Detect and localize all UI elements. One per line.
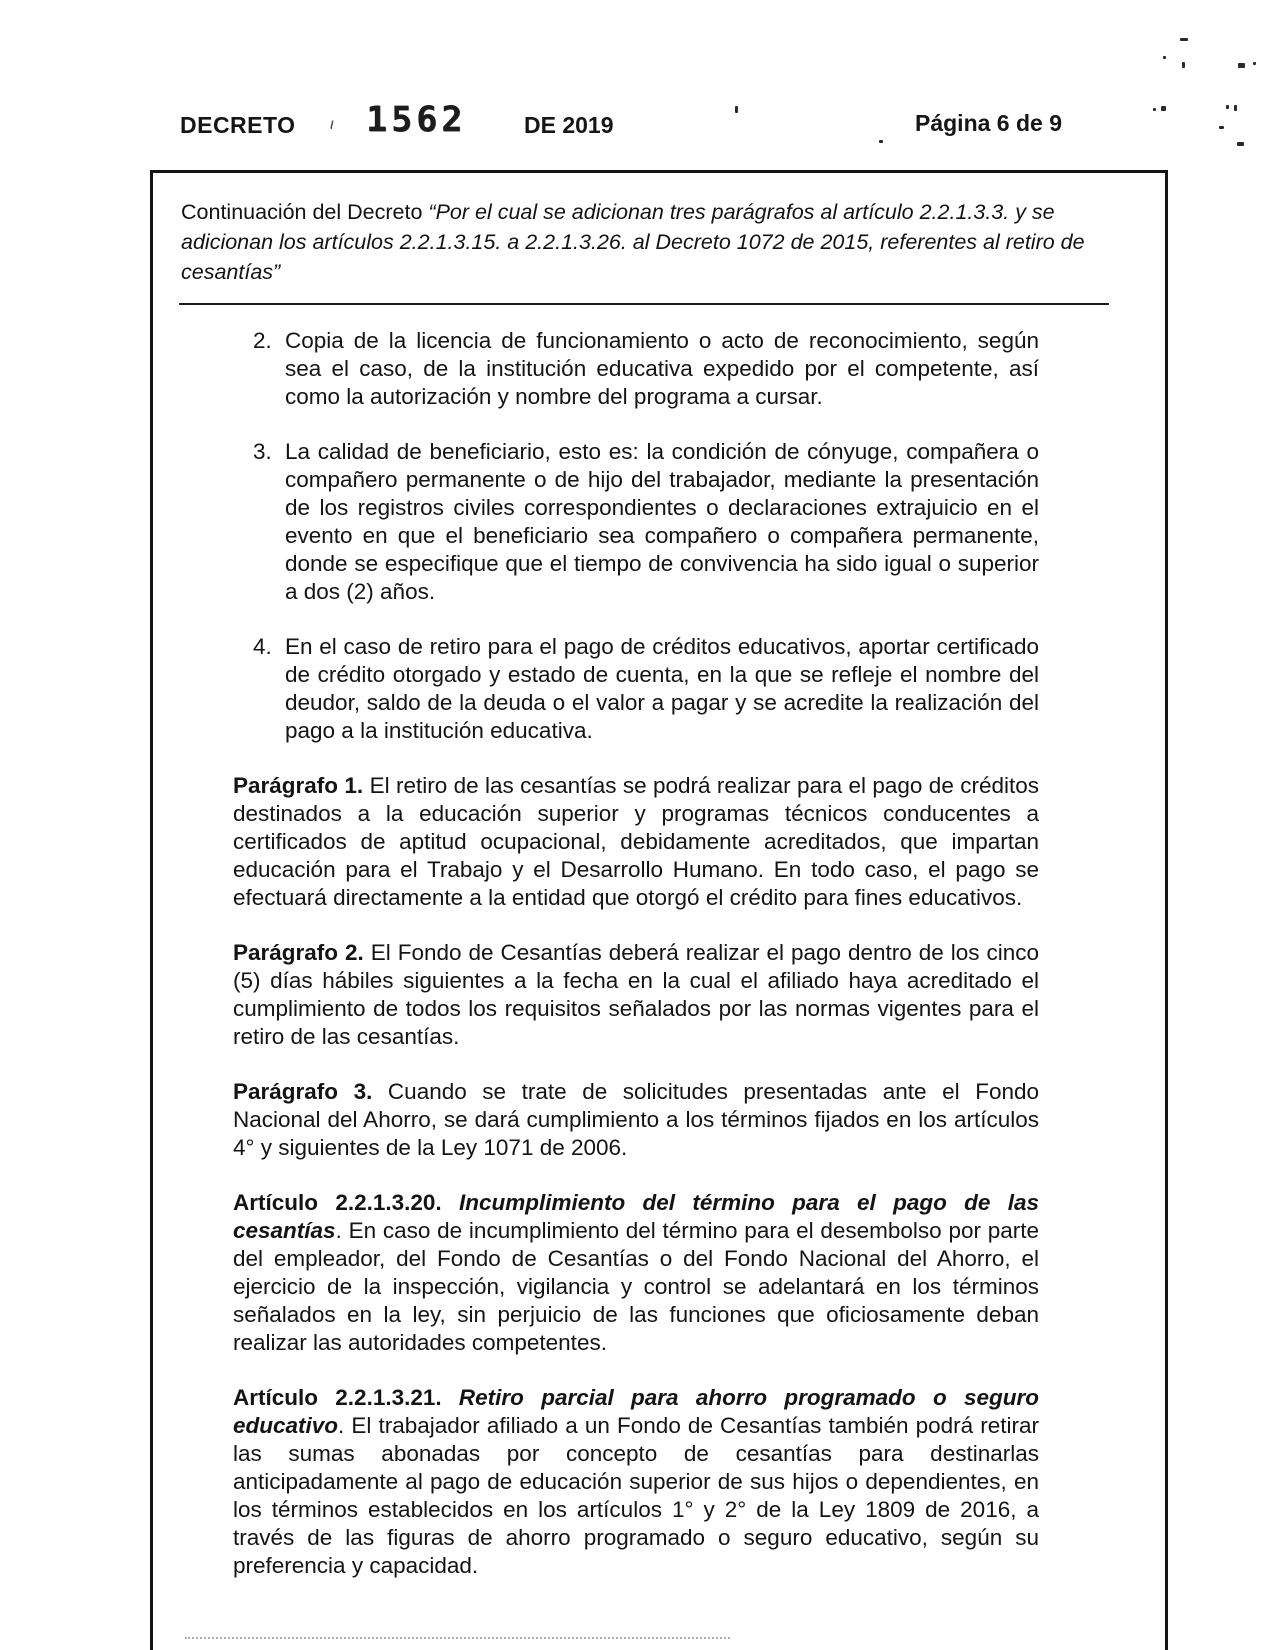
- paragrafo-label: Parágrafo 2.: [233, 940, 364, 965]
- scan-speck: [1153, 108, 1156, 111]
- scan-speck: [1161, 106, 1166, 111]
- paragrafo-label: Parágrafo 1.: [233, 773, 364, 798]
- item-text: En el caso de retiro para el pago de créditos educativos, aportar certificado de crédito otorgado y estado de cuenta, en la que se refleje el nombre del deudor, saldo de la deuda o el valor a pagar y se acredite la realización del pago a la institución educativa.: [285, 634, 1039, 743]
- paragrafo-text: El Fondo de Cesantías deberá realizar el pago dentro de los cinco (5) días hábiles siguientes a la fecha en la cual el afiliado haya acreditado el cumplimiento de todos los requisitos señalados por las normas vigentes para el retiro de las cesantías.: [233, 940, 1039, 1049]
- scan-speck: [1182, 62, 1185, 68]
- paragrafo-text: El retiro de las cesantías se podrá realizar para el pago de créditos destinados a la educación superior y programas técnicos conducentes a certificados de aptitud ocupacional, debidamente acreditados, que impartan educación para el Trabajo y el Desarrollo Humano. En todo caso, el pago se efectuará directamente a la entidad que otorgó el crédito para fines educativos.: [233, 773, 1039, 910]
- decreto-label: DECRETO: [180, 112, 296, 138]
- handwritten-tick-mark: ι: [328, 115, 336, 134]
- numbered-item-4: [253, 633, 1039, 745]
- scan-speck: [1219, 126, 1224, 129]
- decree-body: [233, 327, 1039, 1580]
- continuation-quoted-title: “Por el cual se adicionan tres parágrafos al artículo 2.2.1.3.3. y se adicionan los artículos 2.2.1.3.15. a 2.2.1.3.26. al Decreto 1072 de 2015, referentes al retiro de cesantías”: [181, 200, 1085, 284]
- articulo-title: Retiro parcial para ahorro programado o seguro educativo: [233, 1385, 1039, 1438]
- paragrafo-text: Cuando se trate de solicitudes presentadas ante el Fondo Nacional del Ahorro, se dará cumplimiento a los términos fijados en los artículos 4° y siguientes de la Ley 1071 de 2006.: [233, 1079, 1039, 1160]
- numbered-item-2: [253, 327, 1039, 411]
- articulo-label: Artículo 2.2.1.3.21.: [233, 1385, 442, 1410]
- paragrafo-2: [233, 939, 1039, 1051]
- decree-continuation-box: [150, 170, 1168, 1650]
- scan-speck: [1253, 62, 1256, 65]
- scan-speck: [1234, 105, 1237, 111]
- page-indicator: Página 6 de 9: [915, 110, 1063, 136]
- scan-speck: [735, 106, 738, 113]
- paragrafo-label: Parágrafo 3.: [233, 1079, 373, 1104]
- articulo-label: Artículo 2.2.1.3.20.: [233, 1190, 442, 1215]
- scan-speck: [879, 140, 883, 143]
- paragrafo-1: [233, 772, 1039, 912]
- item-text: La calidad de beneficiario, esto es: la condición de cónyuge, compañera o compañero permanente o de hijo del trabajador, mediante la presentación de los registros civiles correspondientes o declaraciones extrajuicio en el evento en que el beneficiario sea compañero o compañera permanente, donde se especifique que el tiempo de convivencia ha sido igual o superior a dos (2) años.: [285, 439, 1039, 604]
- underline-scan-artifact: [185, 1637, 730, 1639]
- item-text: Copia de la licencia de funcionamiento o acto de reconocimiento, según sea el caso, de la institución educativa expedido por el competente, así como la autorización y nombre del programa a cursar.: [285, 328, 1039, 409]
- scan-speck: [1237, 142, 1244, 146]
- numbered-item-3: [253, 438, 1039, 606]
- articulo-title: Incumplimiento del término para el pago de las cesantías: [233, 1190, 1039, 1243]
- articulo-2-2-1-3-21: [233, 1384, 1039, 1580]
- articulo-text: . El trabajador afiliado a un Fondo de Cesantías también podrá retirar las sumas abonadas por concepto de cesantías para destinarlas anticipadamente al pago de educación superior de sus hijos o dependientes, en los términos establecidos en los artículos 1° y 2° de la Ley 1809 de 2016, a través de las figuras de ahorro programado o seguro educativo, según su preferencia y capacidad.: [233, 1413, 1039, 1578]
- decreto-year-label: DE 2019: [524, 112, 614, 138]
- header-separator-rule: [179, 303, 1109, 305]
- paragrafo-3: [233, 1078, 1039, 1162]
- continuation-note: [181, 197, 1110, 287]
- continuation-prefix: Continuación del Decreto: [181, 200, 429, 224]
- articulo-text: . En caso de incumplimiento del término para el desembolso por parte del empleador, del Fondo de Cesantías o del Fondo Nacional del Ahorro, el ejercicio de la inspección, vigilancia y control se adelantará en los términos señalados en la ley, sin perjuicio de las funciones que oficiosamente deban realizar las autoridades competentes.: [233, 1218, 1039, 1355]
- scan-speck: [1226, 105, 1229, 109]
- decreto-number-stamp: 1562: [366, 100, 467, 140]
- scan-speck: [1180, 38, 1188, 41]
- scan-speck: [1163, 56, 1166, 59]
- item-number: 4.: [253, 634, 272, 659]
- item-number: 3.: [253, 439, 272, 464]
- scan-speck: [1238, 63, 1245, 68]
- item-number: 2.: [253, 328, 272, 353]
- articulo-2-2-1-3-20: [233, 1189, 1039, 1357]
